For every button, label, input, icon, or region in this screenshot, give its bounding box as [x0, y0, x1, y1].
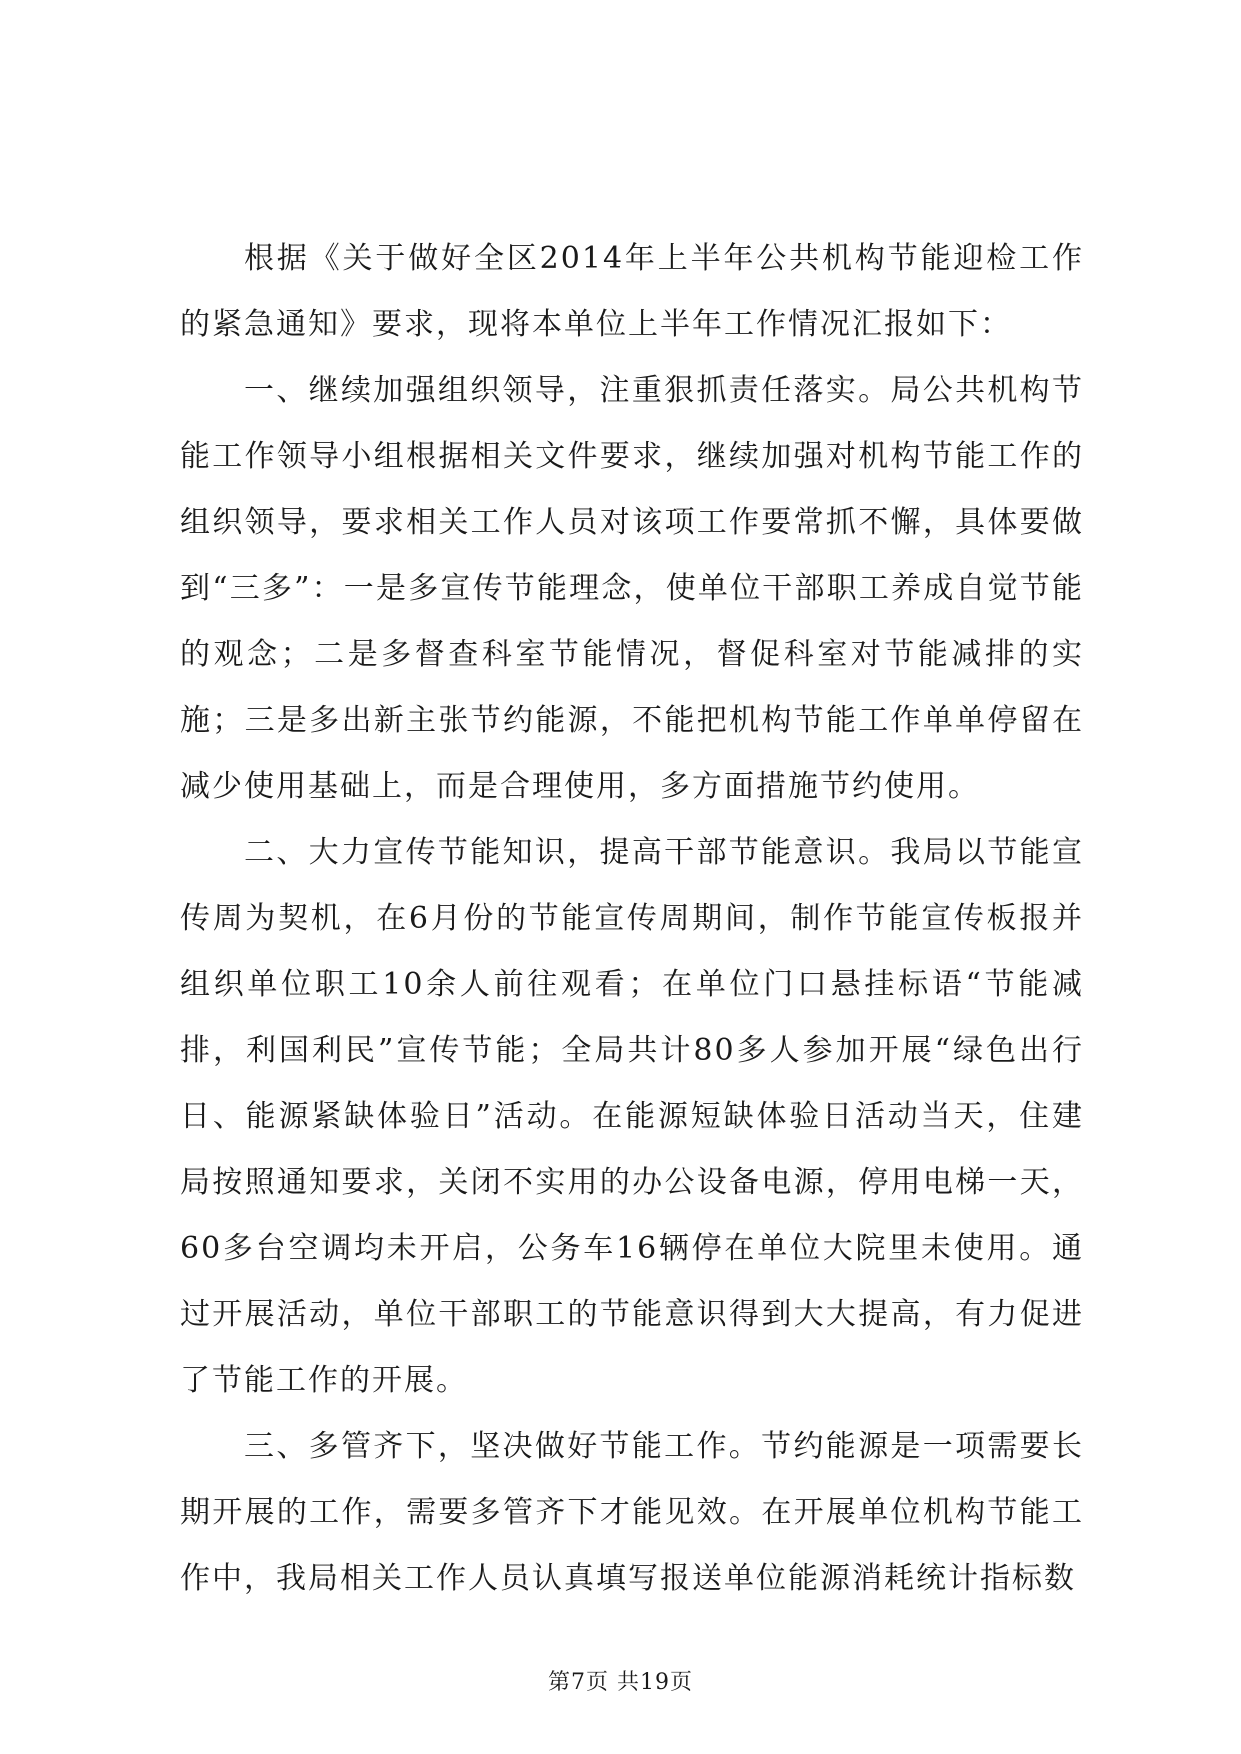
section-one-paragraph: 一、继续加强组织领导，注重狠抓责任落实。局公共机构节能工作领导小组根据相关文件要求，继续加强对机构节能工作的组织领导，要求相关工作人员对该项工作要常抓不懈，具体要做到“三多”：一是多宣传节能理念，使单位干部职工养成自觉节能的观念；二是多督查科室节能情况，督促科室对节能减排的实施；三是多出新主张节约能源，不能把机构节能工作单单停留在减少使用基础上，而是合理使用，多方面措施节约使用。 — [180, 373, 1084, 804]
page-footer: 第7页 共19页 — [548, 1670, 693, 1695]
section-two-paragraph: 二、大力宣传节能知识，提高干部节能意识。我局以节能宣传周为契机，在6月份的节能宣传周期间，制作节能宣传板报并组织单位职工10余人前往观看；在单位门口悬挂标语“节能减排，利国利民”宣传节能；全局共计80多人参加开展“绿色出行日、能源紧缺体验日”活动。在能源短缺体验日活动当天，住建局按照通知要求，关闭不实用的办公设备电源，停用电梯一天，60多台空调均未开启，公务车16辆停在单位大院里未使用。通过开展活动，单位干部职工的节能意识得到大大提高，有力促进了节能工作的开展。 — [180, 835, 1084, 1398]
document-body — [180, 226, 1084, 1612]
section-three-paragraph: 三、多管齐下，坚决做好节能工作。节约能源是一项需要长期开展的工作，需要多管齐下才能见效。在开展单位机构节能工作中，我局相关工作人员认真填写报送单位能源消耗统计指标数 — [180, 1429, 1084, 1596]
intro-paragraph: 根据《关于做好全区2014年上半年公共机构节能迎检工作的紧急通知》要求，现将本单位上半年工作情况汇报如下： — [180, 241, 1084, 342]
